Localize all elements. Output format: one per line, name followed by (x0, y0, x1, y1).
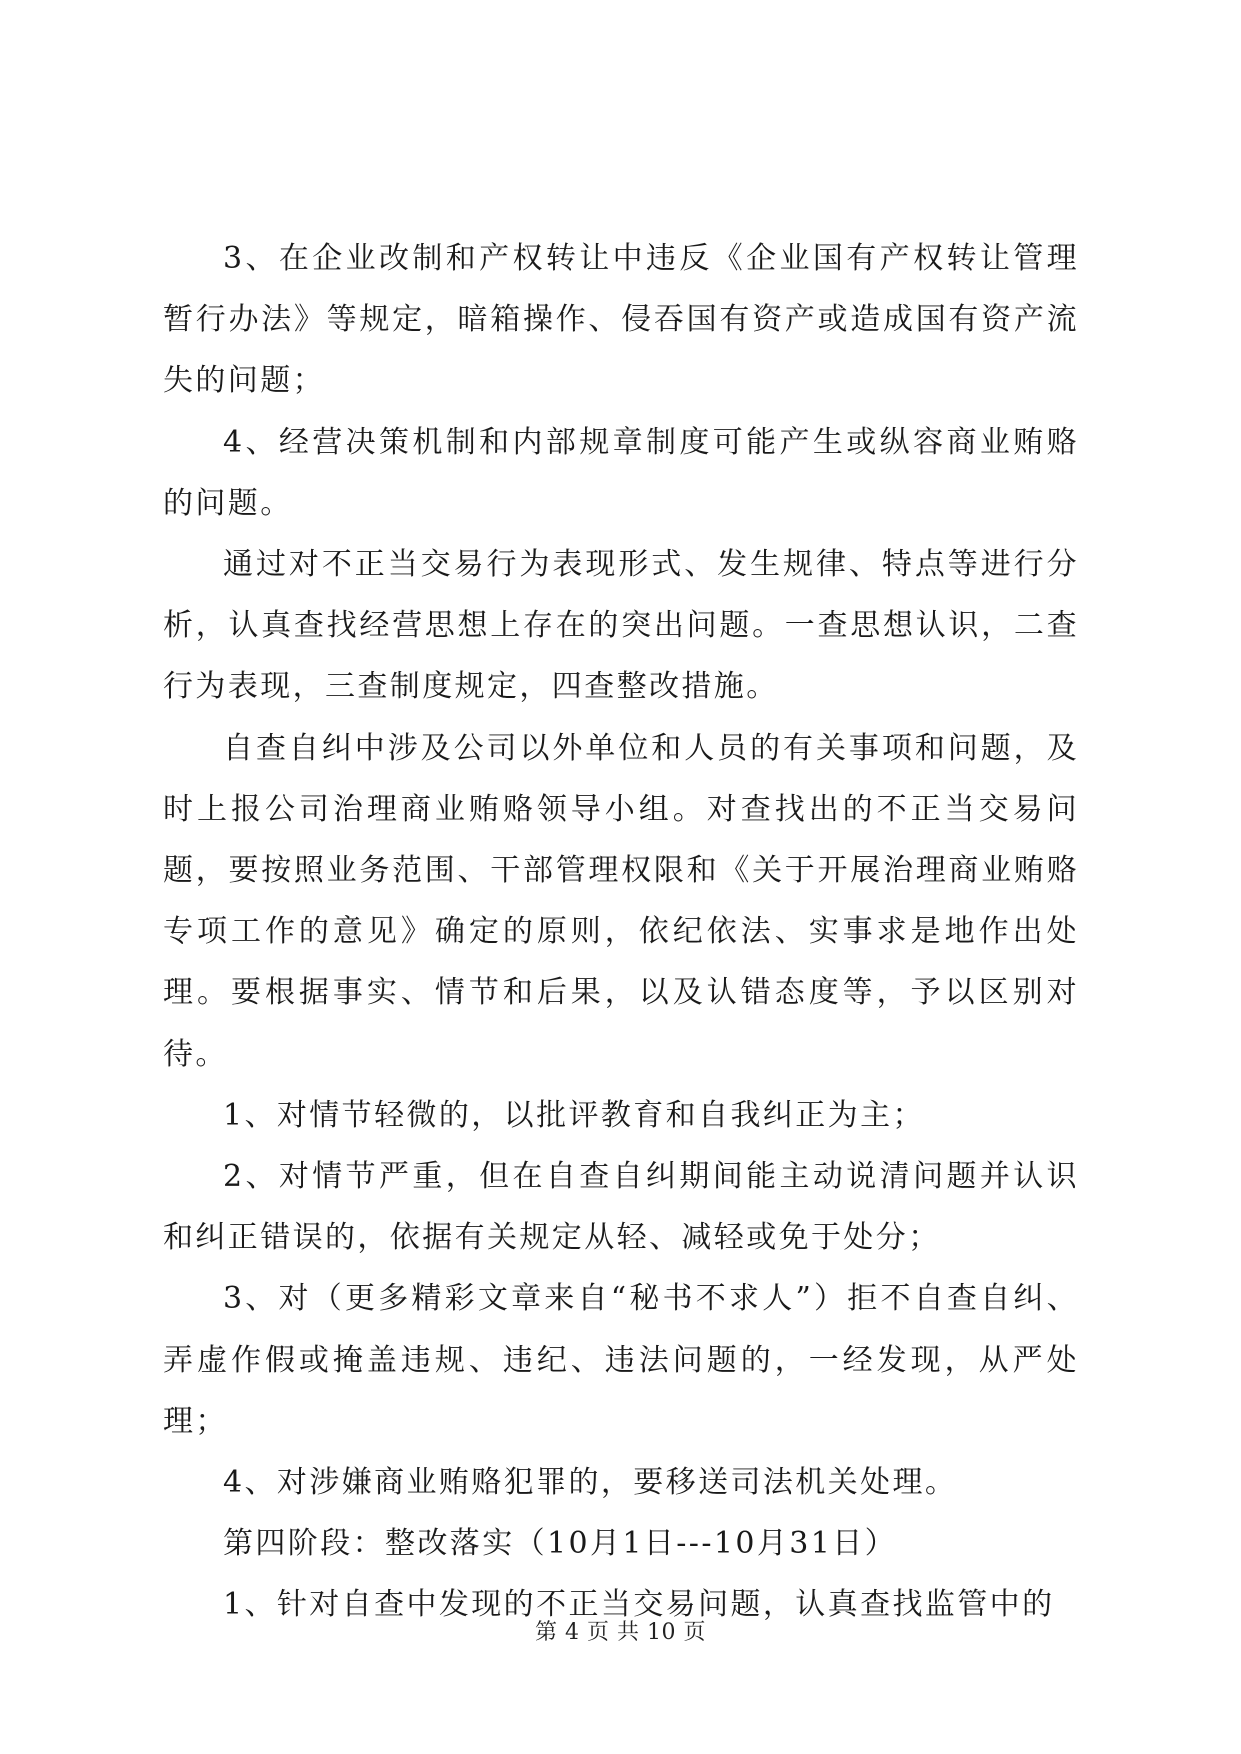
paragraph-item-1-minor: 1、对情节轻微的，以批评教育和自我纠正为主； (223, 1097, 925, 1133)
paragraph-item-4-crime: 4、对涉嫌商业贿赂犯罪的，要移送司法机关处理。 (223, 1465, 958, 1501)
paragraph-stage-four-heading: 第四阶段：整改落实（10月1日---10月31日） (223, 1526, 898, 1562)
paragraph-item-2-serious: 2、对情节严重，但在自查自纠期间能主动说清问题并认识和纠正错误的，依据有关规定从轻、减轻或免于处分； (163, 1159, 1079, 1256)
paragraph-analysis: 通过对不正当交易行为表现形式、发生规律、特点等进行分析，认真查找经营思想上存在的突出问题。一查思想认识，二查行为表现，三查制度规定，四查整改措施。 (163, 547, 1079, 705)
paragraph-self-check-handling: 自查自纠中涉及公司以外单位和人员的有关事项和问题，及时上报公司治理商业贿赂领导小组。对查找出的不正当交易问题，要按照业务范围、干部管理权限和《关于开展治理商业贿赂专项工作的意见》确定的原则，依纪依法、实事求是地作出处理。要根据事实、情节和后果，以及认错态度等，予以区别对待。 (163, 730, 1079, 1072)
paragraph-item-4-decision: 4、经营决策机制和内部规章制度可能产生或纵容商业贿赂的问题。 (163, 424, 1079, 521)
page-number-footer: 第 4 页 共 10 页 (535, 1620, 706, 1645)
paragraph-item-3-refuse: 3、对（更多精彩文章来自“秘书不求人”）拒不自查自纠、弄虚作假或掩盖违规、违纪、违法问题的，一经发现，从严处理； (163, 1281, 1079, 1439)
document-body (163, 228, 1079, 1636)
paragraph-item-1-rectify: 1、针对自查中发现的不正当交易问题，认真查找监管中的 (223, 1587, 1055, 1623)
paragraph-item-3-transfer: 3、在企业改制和产权转让中违反《企业国有产权转让管理暂行办法》等规定，暗箱操作、侵吞国有资产或造成国有资产流失的问题； (163, 241, 1079, 399)
